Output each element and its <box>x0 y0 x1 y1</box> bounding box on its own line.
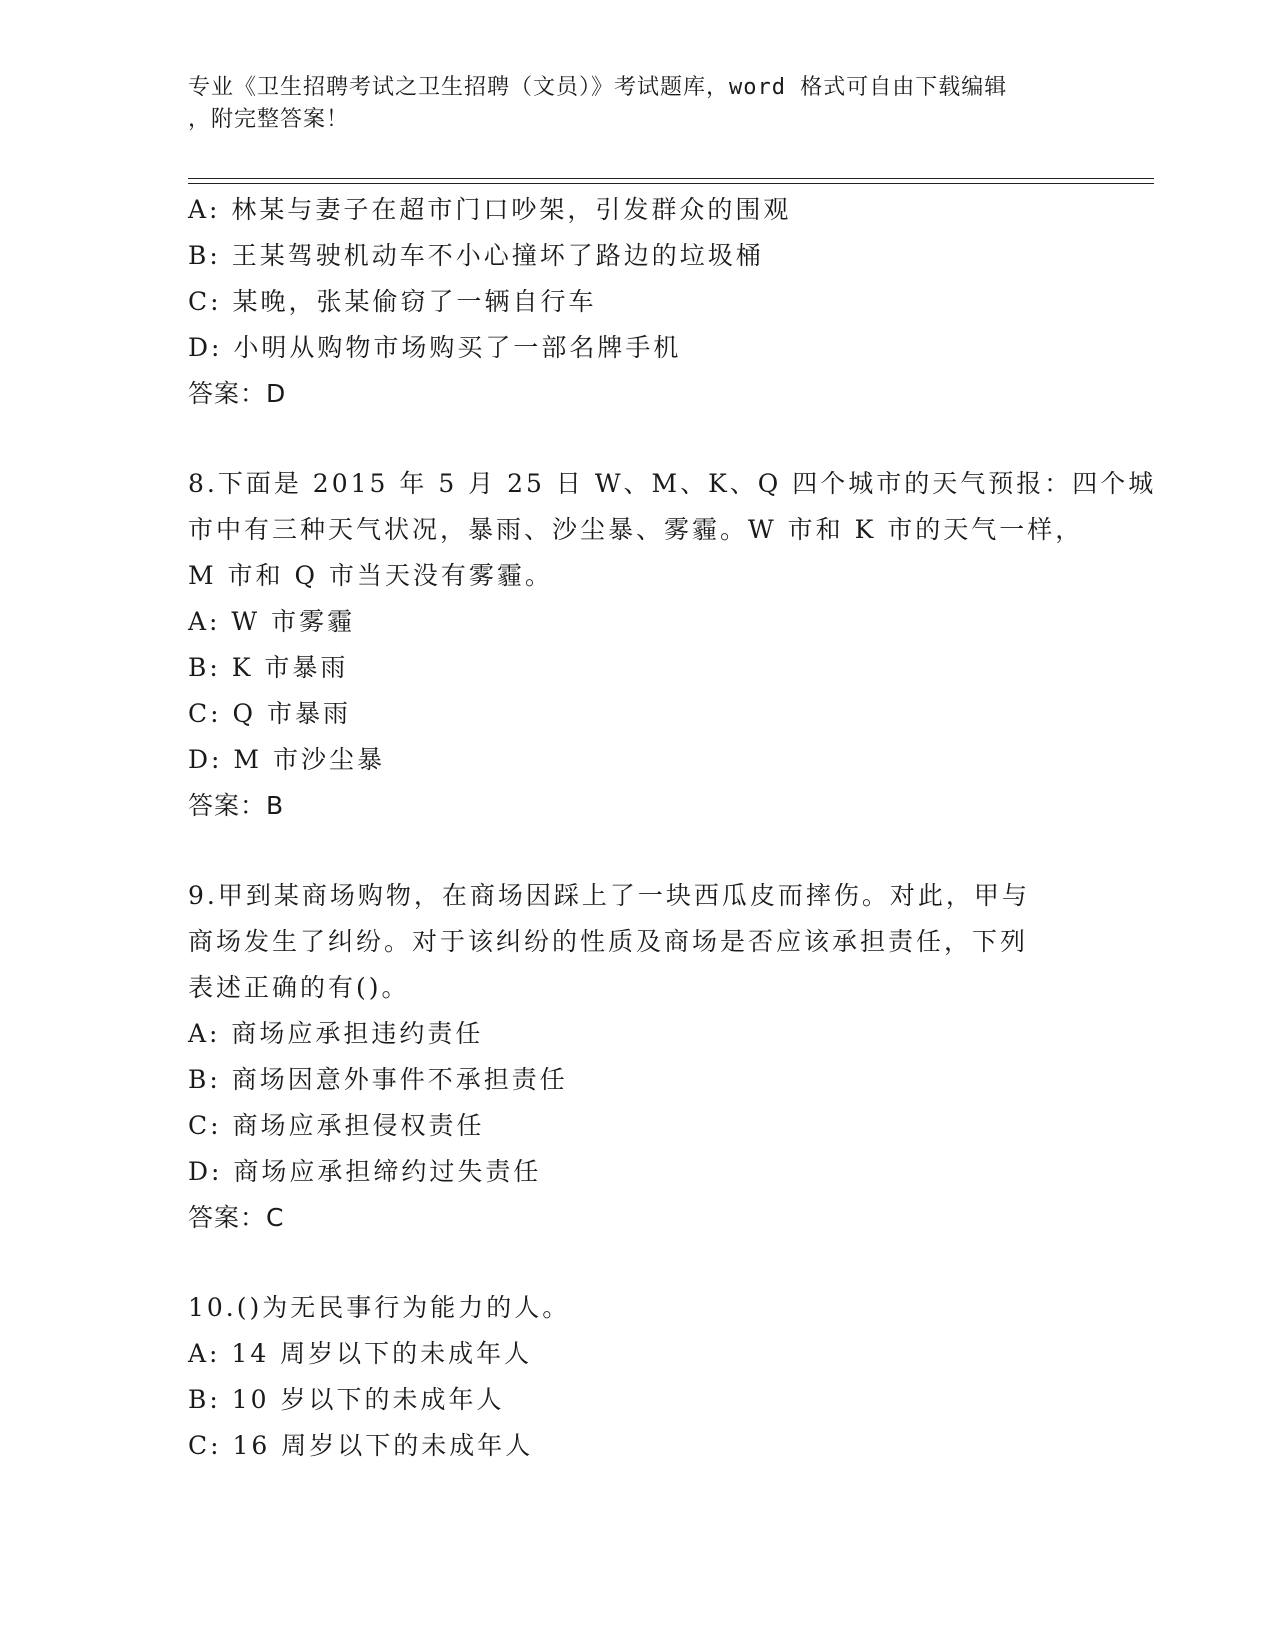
question-8 <box>188 461 1157 829</box>
option-b: B: 商场因意外事件不承担责任 <box>188 1065 568 1094</box>
question-7 <box>188 187 1148 417</box>
option-d: D: M 市沙尘暴 <box>188 745 385 774</box>
option-c: C: 16 周岁以下的未成年人 <box>188 1431 534 1460</box>
question-stem: 9.甲到某商场购物，在商场因踩上了一块西瓜皮而摔伤。对此，甲与 <box>188 881 1030 910</box>
spacer <box>188 417 1148 461</box>
header-rule-bottom <box>188 183 1154 184</box>
question-list <box>188 187 1157 1469</box>
header-line-1: 专业《卫生招聘考试之卫生招聘（文员）》考试题库，word 格式可自由下载编辑 <box>188 75 1008 100</box>
option-c: C: Q 市暴雨 <box>188 699 351 728</box>
question-stem: 8.下面是 2015 年 5 月 25 日 W、M、K、Q 四个城市的天气预报：四个城 <box>188 469 1157 498</box>
option-a: A: 商场应承担违约责任 <box>188 1019 484 1048</box>
document-header <box>188 72 1088 136</box>
answer: 答案：D <box>188 379 287 408</box>
spacer <box>188 829 1148 873</box>
option-c: C: 某晚，张某偷窃了一辆自行车 <box>188 287 597 316</box>
header-line-2: ，附完整答案！ <box>188 107 350 132</box>
option-b: B: K 市暴雨 <box>188 653 349 682</box>
answer: 答案：B <box>188 791 285 820</box>
question-stem: 商场发生了纠纷。对于该纠纷的性质及商场是否应该承担责任，下列 <box>188 927 1029 956</box>
question-stem: 市中有三种天气状况，暴雨、沙尘暴、雾霾。W 市和 K 市的天气一样， <box>188 515 1084 544</box>
question-stem: M 市和 Q 市当天没有雾霾。 <box>188 561 553 590</box>
option-b: B: 王某驾驶机动车不小心撞坏了路边的垃圾桶 <box>188 241 764 270</box>
option-a: A: 林某与妻子在超市门口吵架，引发群众的围观 <box>188 195 792 224</box>
option-d: D: 小明从购物市场购买了一部名牌手机 <box>188 333 682 362</box>
question-10 <box>188 1285 1148 1469</box>
question-stem: 10.()为无民事行为能力的人。 <box>188 1293 571 1322</box>
question-9 <box>188 873 1148 1241</box>
question-stem: 表述正确的有()。 <box>188 973 410 1002</box>
option-a: A: 14 周岁以下的未成年人 <box>188 1339 533 1368</box>
spacer <box>188 1241 1148 1285</box>
answer: 答案：C <box>188 1203 285 1232</box>
option-c: C: 商场应承担侵权责任 <box>188 1111 485 1140</box>
option-a: A: W 市雾霾 <box>188 607 356 636</box>
option-b: B: 10 岁以下的未成年人 <box>188 1385 505 1414</box>
header-rule-top <box>188 178 1154 179</box>
option-d: D: 商场应承担缔约过失责任 <box>188 1157 542 1186</box>
